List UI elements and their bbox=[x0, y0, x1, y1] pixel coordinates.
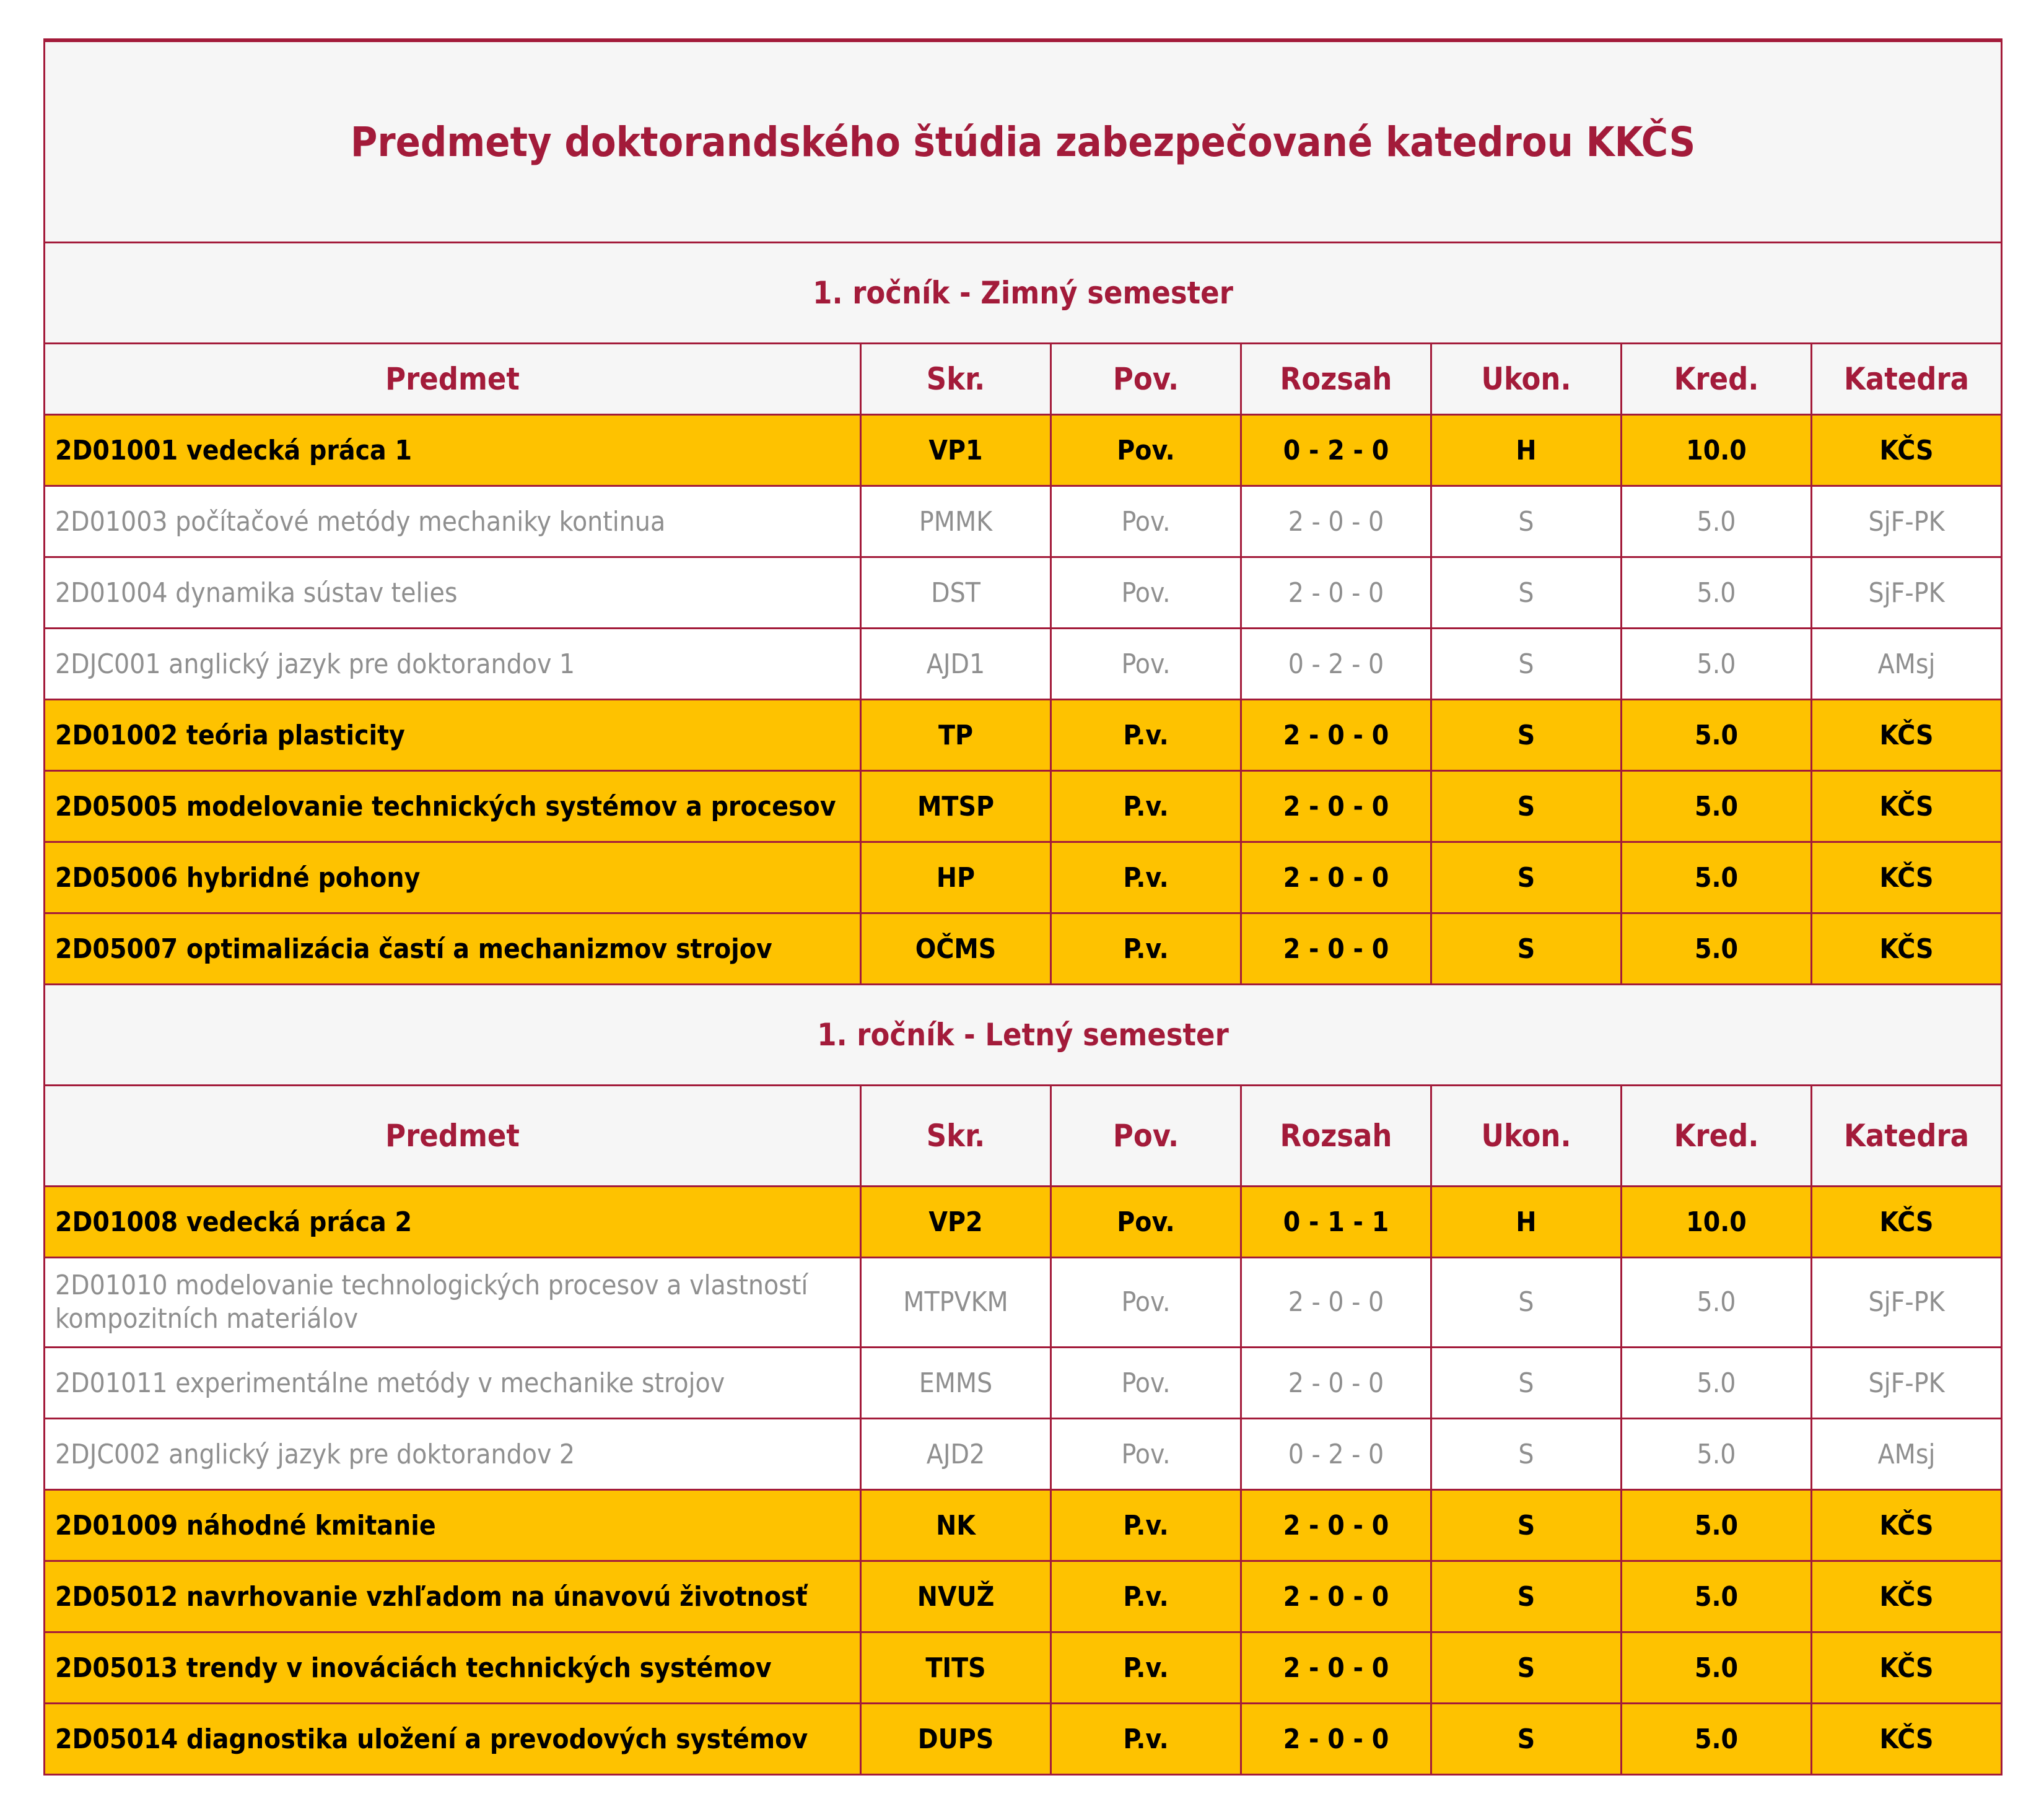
cell-credits: 5.0 bbox=[1622, 1704, 1812, 1775]
table-row bbox=[45, 1258, 2002, 1348]
cell-obligation: Pov. bbox=[1051, 1187, 1241, 1258]
cell-credits: 5.0 bbox=[1622, 557, 1812, 629]
cell-range: 2 - 0 - 0 bbox=[1241, 1704, 1431, 1775]
cell-department: KČS bbox=[1812, 700, 2002, 771]
cell-obligation: P.v. bbox=[1051, 1490, 1241, 1561]
cell-department: SjF-PK bbox=[1812, 1348, 2002, 1419]
table-row bbox=[45, 1490, 2002, 1561]
column-header-range: Rozsah bbox=[1241, 1086, 1431, 1187]
cell-obligation: Pov. bbox=[1051, 1419, 1241, 1490]
page-title: Predmety doktorandského štúdia zabezpečované katedrou KKČS bbox=[45, 40, 2002, 243]
cell-completion: S bbox=[1431, 913, 1622, 985]
cell-course: 2D01002 teória plasticity bbox=[45, 700, 861, 771]
cell-obligation: P.v. bbox=[1051, 1704, 1241, 1775]
semester-heading: 1. ročník - Letný semester bbox=[45, 985, 2002, 1086]
cell-credits: 5.0 bbox=[1622, 1258, 1812, 1348]
cell-abbr: TITS bbox=[861, 1632, 1051, 1704]
cell-abbr: NK bbox=[861, 1490, 1051, 1561]
cell-credits: 5.0 bbox=[1622, 771, 1812, 842]
cell-range: 2 - 0 - 0 bbox=[1241, 557, 1431, 629]
cell-obligation: P.v. bbox=[1051, 1561, 1241, 1632]
cell-department: KČS bbox=[1812, 1704, 2002, 1775]
cell-course: 2D05007 optimalizácia častí a mechanizmov strojov bbox=[45, 913, 861, 985]
cell-completion: S bbox=[1431, 486, 1622, 557]
column-header-course: Predmet bbox=[45, 1086, 861, 1187]
cell-department: KČS bbox=[1812, 842, 2002, 913]
column-header-department: Katedra bbox=[1812, 1086, 2002, 1187]
page bbox=[43, 38, 2001, 1776]
column-header-completion: Ukon. bbox=[1431, 344, 1622, 415]
cell-range: 2 - 0 - 0 bbox=[1241, 1348, 1431, 1419]
table-row bbox=[45, 557, 2002, 629]
cell-department: KČS bbox=[1812, 1561, 2002, 1632]
column-header-completion: Ukon. bbox=[1431, 1086, 1622, 1187]
cell-course: 2D01008 vedecká práca 2 bbox=[45, 1187, 861, 1258]
column-header-credits: Kred. bbox=[1622, 344, 1812, 415]
table-row bbox=[45, 1419, 2002, 1490]
cell-credits: 5.0 bbox=[1622, 1490, 1812, 1561]
cell-abbr: DUPS bbox=[861, 1704, 1051, 1775]
cell-abbr: TP bbox=[861, 700, 1051, 771]
column-header-obligation: Pov. bbox=[1051, 1086, 1241, 1187]
cell-completion: S bbox=[1431, 842, 1622, 913]
cell-credits: 5.0 bbox=[1622, 1561, 1812, 1632]
cell-obligation: P.v. bbox=[1051, 700, 1241, 771]
column-header-row bbox=[45, 1086, 2002, 1187]
cell-course: 2D05014 diagnostika uložení a prevodových systémov bbox=[45, 1704, 861, 1775]
cell-range: 2 - 0 - 0 bbox=[1241, 842, 1431, 913]
column-header-range: Rozsah bbox=[1241, 344, 1431, 415]
cell-course: 2D01009 náhodné kmitanie bbox=[45, 1490, 861, 1561]
column-header-credits: Kred. bbox=[1622, 1086, 1812, 1187]
cell-credits: 5.0 bbox=[1622, 913, 1812, 985]
cell-range: 2 - 0 - 0 bbox=[1241, 1258, 1431, 1348]
cell-completion: S bbox=[1431, 771, 1622, 842]
cell-completion: S bbox=[1431, 629, 1622, 700]
cell-range: 0 - 2 - 0 bbox=[1241, 629, 1431, 700]
cell-obligation: Pov. bbox=[1051, 629, 1241, 700]
cell-abbr: AJD1 bbox=[861, 629, 1051, 700]
cell-obligation: P.v. bbox=[1051, 1632, 1241, 1704]
table-row bbox=[45, 486, 2002, 557]
cell-range: 0 - 2 - 0 bbox=[1241, 1419, 1431, 1490]
cell-completion: S bbox=[1431, 1632, 1622, 1704]
cell-completion: S bbox=[1431, 700, 1622, 771]
cell-range: 2 - 0 - 0 bbox=[1241, 700, 1431, 771]
cell-department: AMsj bbox=[1812, 629, 2002, 700]
cell-department: KČS bbox=[1812, 1490, 2002, 1561]
table-row bbox=[45, 700, 2002, 771]
cell-department: SjF-PK bbox=[1812, 486, 2002, 557]
cell-obligation: Pov. bbox=[1051, 415, 1241, 486]
cell-department: KČS bbox=[1812, 1632, 2002, 1704]
table-row bbox=[45, 913, 2002, 985]
cell-course: 2D01001 vedecká práca 1 bbox=[45, 415, 861, 486]
cell-completion: S bbox=[1431, 1258, 1622, 1348]
courses-table bbox=[43, 38, 2003, 1776]
cell-obligation: Pov. bbox=[1051, 557, 1241, 629]
cell-range: 2 - 0 - 0 bbox=[1241, 913, 1431, 985]
column-header-course: Predmet bbox=[45, 344, 861, 415]
cell-department: KČS bbox=[1812, 913, 2002, 985]
cell-range: 2 - 0 - 0 bbox=[1241, 1561, 1431, 1632]
table-row bbox=[45, 771, 2002, 842]
cell-course: 2DJC001 anglický jazyk pre doktorandov 1 bbox=[45, 629, 861, 700]
cell-completion: S bbox=[1431, 1490, 1622, 1561]
table-row bbox=[45, 629, 2002, 700]
cell-completion: H bbox=[1431, 415, 1622, 486]
table-row bbox=[45, 1704, 2002, 1775]
table-row bbox=[45, 1348, 2002, 1419]
table-row bbox=[45, 1632, 2002, 1704]
cell-abbr: VP1 bbox=[861, 415, 1051, 486]
cell-department: SjF-PK bbox=[1812, 1258, 2002, 1348]
cell-abbr: EMMS bbox=[861, 1348, 1051, 1419]
cell-credits: 5.0 bbox=[1622, 1632, 1812, 1704]
courses-table-body bbox=[45, 40, 2002, 1775]
cell-abbr: MTSP bbox=[861, 771, 1051, 842]
cell-department: KČS bbox=[1812, 1187, 2002, 1258]
table-row bbox=[45, 1187, 2002, 1258]
cell-obligation: P.v. bbox=[1051, 913, 1241, 985]
cell-credits: 5.0 bbox=[1622, 700, 1812, 771]
cell-obligation: Pov. bbox=[1051, 1258, 1241, 1348]
cell-course: 2D01004 dynamika sústav telies bbox=[45, 557, 861, 629]
cell-course: 2D05012 navrhovanie vzhľadom na únavovú životnosť bbox=[45, 1561, 861, 1632]
cell-department: AMsj bbox=[1812, 1419, 2002, 1490]
cell-credits: 5.0 bbox=[1622, 486, 1812, 557]
cell-abbr: DST bbox=[861, 557, 1051, 629]
table-row bbox=[45, 415, 2002, 486]
cell-credits: 10.0 bbox=[1622, 415, 1812, 486]
semester-row bbox=[45, 985, 2002, 1086]
cell-course: 2DJC002 anglický jazyk pre doktorandov 2 bbox=[45, 1419, 861, 1490]
cell-range: 2 - 0 - 0 bbox=[1241, 1490, 1431, 1561]
cell-abbr: OČMS bbox=[861, 913, 1051, 985]
cell-completion: S bbox=[1431, 1348, 1622, 1419]
cell-range: 2 - 0 - 0 bbox=[1241, 1632, 1431, 1704]
cell-abbr: AJD2 bbox=[861, 1419, 1051, 1490]
cell-abbr: VP2 bbox=[861, 1187, 1051, 1258]
cell-completion: S bbox=[1431, 557, 1622, 629]
cell-completion: H bbox=[1431, 1187, 1622, 1258]
cell-department: SjF-PK bbox=[1812, 557, 2002, 629]
semester-heading: 1. ročník - Zimný semester bbox=[45, 243, 2002, 344]
cell-range: 2 - 0 - 0 bbox=[1241, 486, 1431, 557]
cell-obligation: P.v. bbox=[1051, 842, 1241, 913]
cell-range: 2 - 0 - 0 bbox=[1241, 771, 1431, 842]
cell-credits: 5.0 bbox=[1622, 629, 1812, 700]
cell-credits: 5.0 bbox=[1622, 1348, 1812, 1419]
cell-department: KČS bbox=[1812, 415, 2002, 486]
cell-abbr: PMMK bbox=[861, 486, 1051, 557]
cell-course: 2D01010 modelovanie technologických procesov a vlastností kompozitních materiálov bbox=[45, 1258, 861, 1348]
column-header-row bbox=[45, 344, 2002, 415]
cell-credits: 5.0 bbox=[1622, 1419, 1812, 1490]
cell-course: 2D05006 hybridné pohony bbox=[45, 842, 861, 913]
cell-completion: S bbox=[1431, 1704, 1622, 1775]
cell-course: 2D01011 experimentálne metódy v mechanike strojov bbox=[45, 1348, 861, 1419]
table-row bbox=[45, 1561, 2002, 1632]
cell-obligation: Pov. bbox=[1051, 486, 1241, 557]
column-header-obligation: Pov. bbox=[1051, 344, 1241, 415]
table-row bbox=[45, 842, 2002, 913]
cell-obligation: P.v. bbox=[1051, 771, 1241, 842]
cell-abbr: NVUŽ bbox=[861, 1561, 1051, 1632]
cell-course: 2D01003 počítačové metódy mechaniky kontinua bbox=[45, 486, 861, 557]
cell-range: 0 - 1 - 1 bbox=[1241, 1187, 1431, 1258]
cell-range: 0 - 2 - 0 bbox=[1241, 415, 1431, 486]
cell-abbr: HP bbox=[861, 842, 1051, 913]
cell-completion: S bbox=[1431, 1419, 1622, 1490]
cell-obligation: Pov. bbox=[1051, 1348, 1241, 1419]
column-header-department: Katedra bbox=[1812, 344, 2002, 415]
cell-course: 2D05013 trendy v inováciách technických systémov bbox=[45, 1632, 861, 1704]
cell-department: KČS bbox=[1812, 771, 2002, 842]
title-row bbox=[45, 40, 2002, 243]
cell-abbr: MTPVKM bbox=[861, 1258, 1051, 1348]
cell-credits: 10.0 bbox=[1622, 1187, 1812, 1258]
column-header-abbr: Skr. bbox=[861, 1086, 1051, 1187]
cell-completion: S bbox=[1431, 1561, 1622, 1632]
cell-course: 2D05005 modelovanie technických systémov a procesov bbox=[45, 771, 861, 842]
cell-credits: 5.0 bbox=[1622, 842, 1812, 913]
semester-row bbox=[45, 243, 2002, 344]
column-header-abbr: Skr. bbox=[861, 344, 1051, 415]
